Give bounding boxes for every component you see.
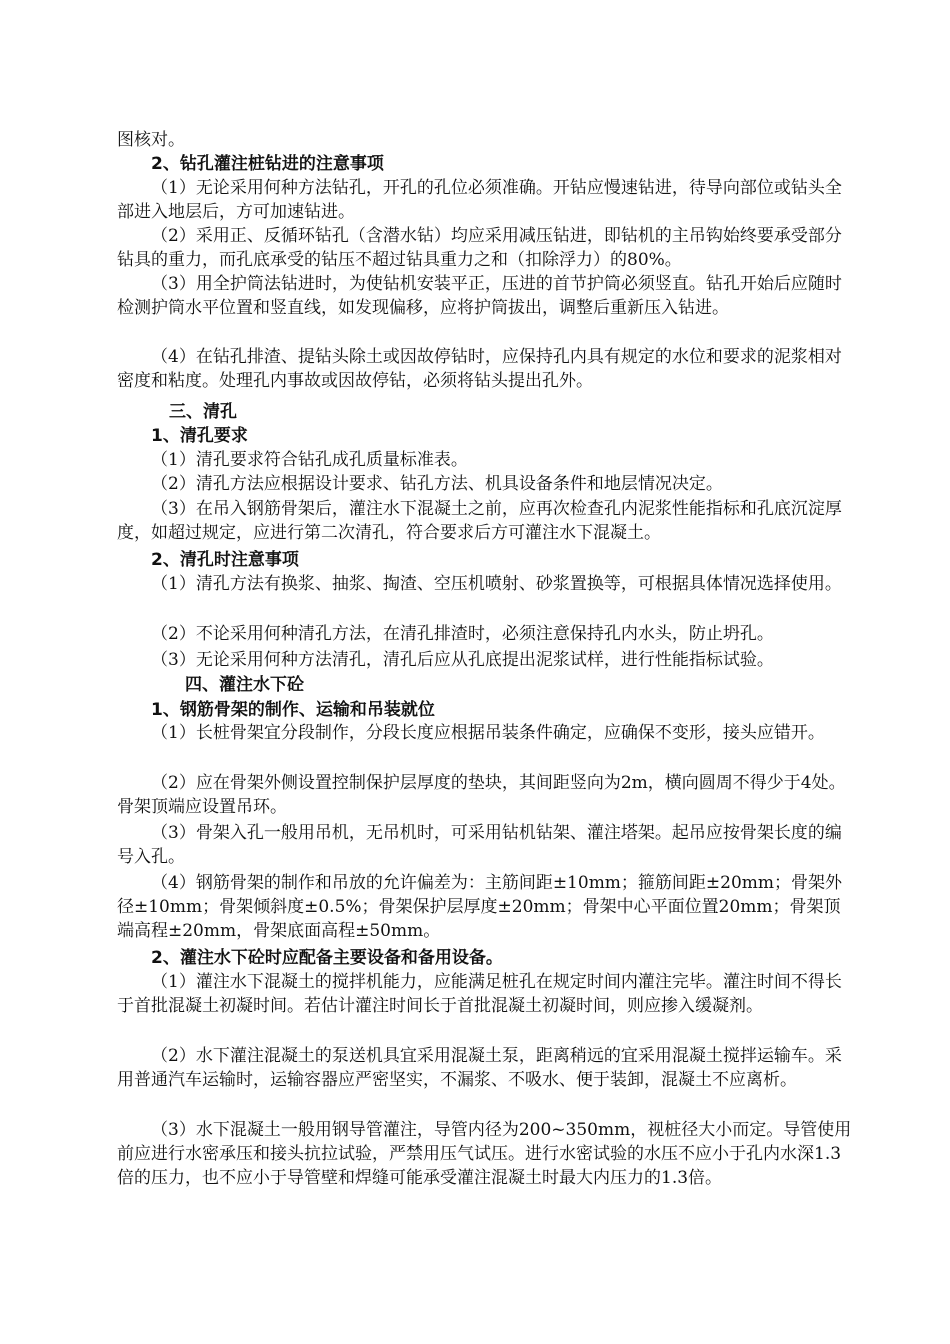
section-heading: 2、清孔时注意事项 [151, 550, 299, 570]
paragraph: （4）在钻孔排渣、提钻头除土或因故停钻时，应保持孔内具有规定的水位和要求的泥浆相对密度和粘度。处理孔内事故或因故停钻，必须将钻头提出孔外。 [117, 347, 842, 391]
paragraph: （2）水下灌注混凝土的泵送机具宜采用混凝土泵，距离稍远的宜采用混凝土搅拌运输车。采用普通汽车运输时，运输容器应严密坚实，不漏浆、不吸水、便于装卸，混凝土不应离析。 [117, 1046, 842, 1090]
chapter-heading-underwater-concrete: 四、灌注水下砼 [185, 675, 304, 695]
section-heading: 2、灌注水下砼时应配备主要设备和备用设备。 [151, 948, 503, 968]
paragraph: （3）无论采用何种方法清孔，清孔后应从孔底提出泥浆试样，进行性能指标试验。 [151, 650, 774, 670]
paragraph-continuation: 图核对。 [117, 130, 185, 150]
paragraph: （1）无论采用何种方法钻孔，开孔的孔位必须准确。开钻应慢速钻进，待导向部位或钻头全部进入地层后，方可加速钻进。 [117, 178, 842, 222]
paragraph: （4）钢筋骨架的制作和吊放的允许偏差为：主筋间距±10mm；箍筋间距±20mm；骨架外径±10mm；骨架倾斜度±0.5%；骨架保护层厚度±20mm；骨架中心平面位置20mm；骨架顶端高程±20mm，骨架底面高程±50mm。 [117, 873, 843, 941]
paragraph: （2）不论采用何种清孔方法，在清孔排渣时，必须注意保持孔内水头，防止坍孔。 [151, 624, 774, 644]
paragraph: （2）采用正、反循环钻孔（含潜水钻）均应采用减压钻进，即钻机的主吊钩始终要承受部分钻具的重力，而孔底承受的钻压不超过钻具重力之和（扣除浮力）的80%。 [117, 226, 842, 270]
section-heading: 1、钢筋骨架的制作、运输和吊装就位 [151, 700, 435, 720]
paragraph: （1）长桩骨架宜分段制作，分段长度应根据吊装条件确定，应确保不变形，接头应错开。 [151, 723, 825, 743]
paragraph: （3）用全护筒法钻进时，为使钻机安装平正，压进的首节护筒必须竖直。钻孔开始后应随时检测护筒水平位置和竖直线，如发现偏移，应将护筒拔出，调整后重新压入钻进。 [117, 274, 842, 318]
section-heading-drilling-notes: 2、钻孔灌注桩钻进的注意事项 [151, 154, 384, 174]
paragraph: （3）骨架入孔一般用吊机，无吊机时，可采用钻机钻架、灌注塔架。起吊应按骨架长度的编号入孔。 [117, 823, 842, 867]
paragraph: （3）在吊入钢筋骨架后，灌注水下混凝土之前，应再次检查孔内泥浆性能指标和孔底沉淀厚度，如超过规定，应进行第二次清孔，符合要求后方可灌注水下混凝土。 [117, 499, 842, 543]
paragraph: （1）清孔方法有换浆、抽浆、掏渣、空压机喷射、砂浆置换等，可根据具体情况选择使用。 [151, 574, 842, 594]
paragraph: （2）应在骨架外侧设置控制保护层厚度的垫块，其间距竖向为2m，横向圆周不得少于4处。骨架顶端应设置吊环。 [117, 773, 846, 817]
chapter-heading-hole-cleaning: 三、清孔 [169, 402, 237, 422]
paragraph: （1）灌注水下混凝土的搅拌机能力，应能满足桩孔在规定时间内灌注完毕。灌注时间不得长于首批混凝土初凝时间。若估计灌注时间长于首批混凝土初凝时间，则应掺入缓凝剂。 [117, 972, 842, 1016]
paragraph: （3）水下混凝土一般用钢导管灌注，导管内径为200~350mm，视桩径大小而定。导管使用前应进行水密承压和接头抗拉试验，严禁用压气试压。进行水密试验的水压不应小于孔内水深1.3倍的压力，也不应小于导管壁和焊缝可能承受灌注混凝土时最大内压力的1.3倍。 [117, 1120, 852, 1188]
paragraph: （2）清孔方法应根据设计要求、钻孔方法、机具设备条件和地层情况决定。 [151, 474, 723, 494]
section-heading: 1、清孔要求 [151, 426, 248, 446]
paragraph: （1）清孔要求符合钻孔成孔质量标准表。 [151, 450, 468, 470]
